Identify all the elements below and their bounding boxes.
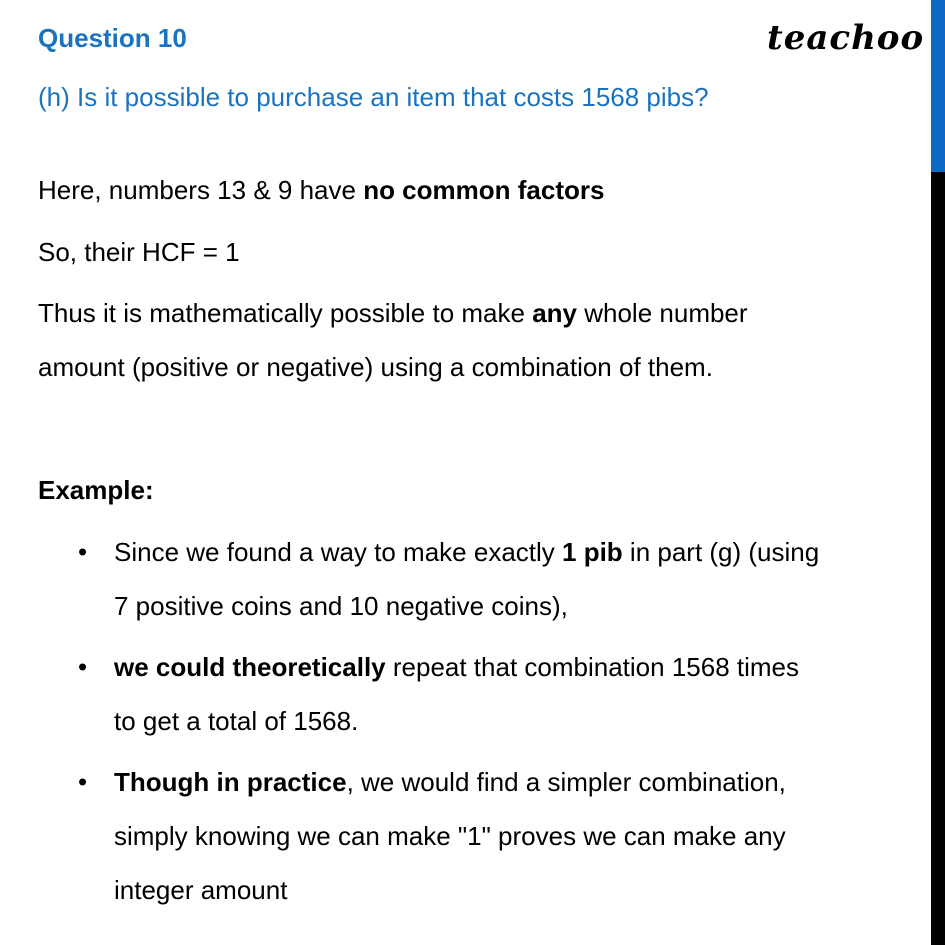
bullet-3-cont: simply knowing we can make "1" proves we can make any: [114, 821, 786, 851]
text: in part (g) (using: [622, 537, 820, 567]
text: whole number: [577, 298, 748, 328]
bullet-icon: •: [78, 766, 88, 797]
bold-text: no common factors: [363, 175, 605, 205]
question-subtitle: (h) Is it possible to purchase an item that costs 1568 pibs?: [38, 82, 709, 112]
bullet-icon: •: [78, 536, 88, 567]
text: Since we found a way to make exactly: [114, 537, 563, 567]
bold-text: we could theoretically: [114, 652, 386, 682]
text: Thus it is mathematically possible to make: [38, 298, 533, 328]
text: , we would find a simpler combination,: [346, 767, 786, 797]
bullet-3: [114, 766, 786, 798]
example-heading: Example:: [38, 475, 154, 505]
line-possible: [38, 297, 748, 329]
bullet-3-cont2: integer amount: [114, 875, 288, 905]
bullet-icon: •: [78, 651, 88, 682]
line-hcf: So, their HCF = 1: [38, 237, 240, 267]
teachoo-logo: teachoo: [767, 18, 925, 58]
bullet-1-cont: 7 positive coins and 10 negative coins),: [114, 591, 568, 621]
bullet-2: [114, 651, 799, 683]
question-title: Question 10: [38, 23, 187, 53]
bullet-1: [114, 536, 819, 568]
side-dark-bar: [931, 172, 945, 945]
bullet-2-cont: to get a total of 1568.: [114, 706, 359, 736]
text: Here, numbers 13 & 9 have: [38, 175, 364, 205]
line-amount: amount (positive or negative) using a combination of them.: [38, 352, 713, 382]
bold-text: any: [532, 298, 578, 328]
text: repeat that combination 1568 times: [385, 652, 799, 682]
side-accent-bar: [931, 0, 945, 172]
line-common-factors: [38, 174, 604, 206]
bold-text: Though in practice: [114, 767, 347, 797]
bold-text: 1 pib: [562, 537, 623, 567]
